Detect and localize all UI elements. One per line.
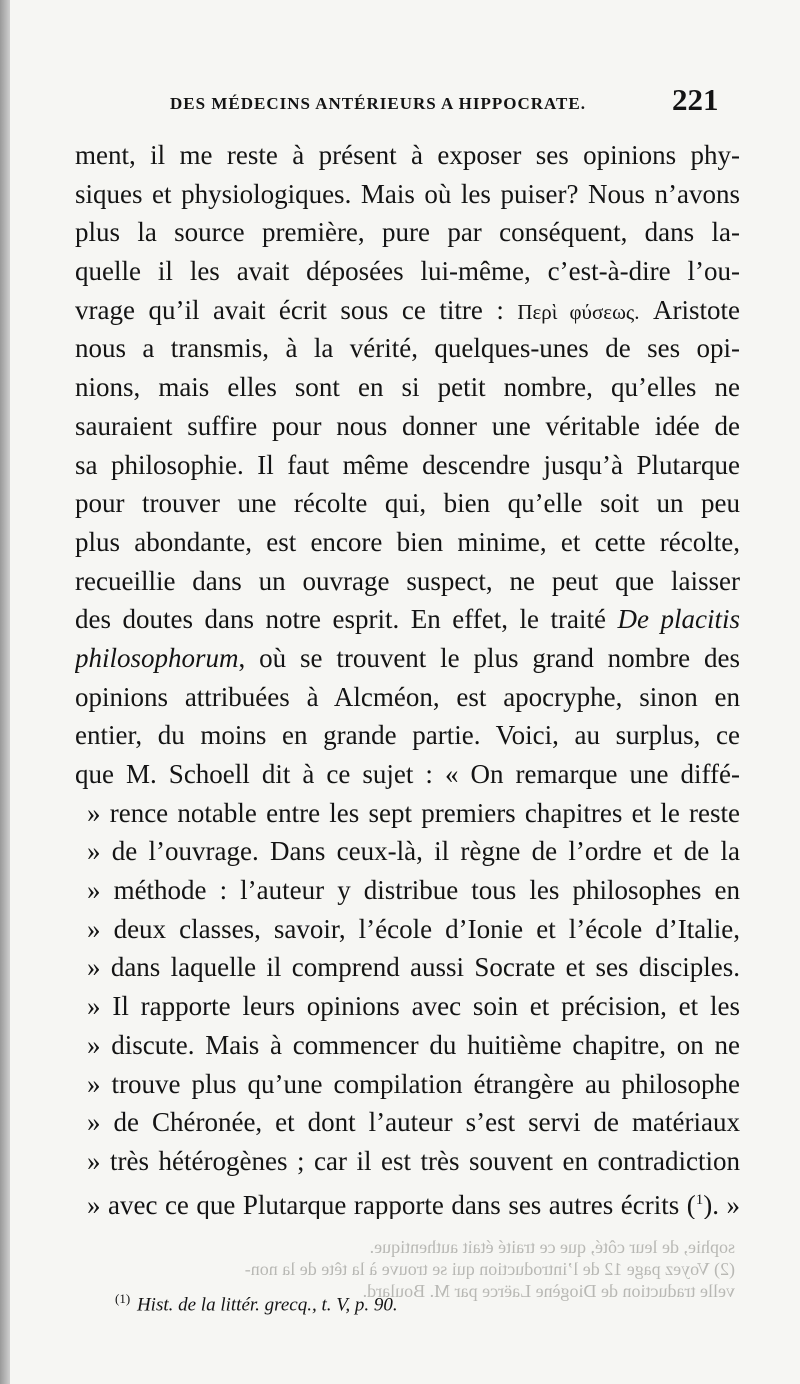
text-line: entier, du moins en grande partie. Voici, au surplus, ce: [75, 720, 740, 751]
footnote-text: Hist. de la littér. grecq., t. V, p. 90.: [136, 1294, 398, 1316]
text-line: que M. Schoell dit à ce sujet : « On remarque une diffé-: [75, 759, 740, 789]
text-line: recueillie dans un ouvrage suspect, ne peut que laisser: [75, 565, 740, 596]
quote-line: » trouve plus qu’une compilation étrangère au philosophe: [87, 1068, 740, 1099]
text-line: nions, mais elles sont en si petit nombre, qu’elles ne: [75, 372, 740, 403]
text-segment: ). »: [703, 1189, 740, 1220]
text-line: plus la source première, pure par conséquent, dans la-: [75, 217, 740, 248]
text-segment: Aristote: [639, 294, 740, 325]
text-line: sa philosophie. Il faut même descendre jusqu’à Plutarque: [75, 449, 740, 480]
quote-line: » très hétérogènes ; car il est très souvent en contradiction: [87, 1145, 740, 1176]
text-line: [75, 600, 740, 639]
quote-line: » rence notable entre les sept premiers chapitres et le reste: [87, 797, 740, 828]
italic-title: De placitis: [617, 604, 740, 635]
footnote-reference[interactable]: 1: [695, 1191, 704, 1208]
text-line: siques et physiologiques. Mais où les puiser? Nous n’avons: [75, 178, 740, 209]
quote-line: » dans laquelle il comprend aussi Socrate et ses disciples.: [87, 952, 740, 983]
text-segment: , où se trouvent le plus grand nombre des: [238, 642, 740, 673]
text-line: [75, 291, 740, 330]
footnote-marker: (1): [115, 1291, 131, 1306]
italic-title: philosophorum: [75, 642, 239, 673]
footnote: [115, 1291, 398, 1316]
text-segment: des doutes dans notre esprit. En effet, le traité: [75, 604, 618, 635]
page-header: [0, 80, 800, 132]
text-line: opinions attribuées à Alcméon, est apocryphe, sinon en: [75, 681, 740, 712]
quote-line: » de l’ouvrage. Dans ceux-là, il règne de l’ordre et de la: [87, 836, 740, 867]
text-line: pour trouver une récolte qui, bien qu’elle soit un peu: [75, 488, 740, 519]
page-number: 221: [672, 82, 719, 117]
text-line: sauraient suffire pour nous donner une véritable idée de: [75, 410, 740, 441]
show-through-text: sophie, de leur côté, que ce traité était authentique. (2) Voyez page 12 de l’introduction qui se trouve à la tête de la non- velle traduction de Diogène Laërce par M. Boulard.: [244, 1237, 735, 1301]
text-line: plus abondante, est encore bien minime, et cette récolte,: [75, 526, 740, 557]
quote-line: » deux classes, savoir, l’école d’Ionie et l’école d’Italie,: [87, 913, 740, 944]
text-segment: vrage qu’il avait écrit sous ce titre :: [75, 294, 518, 325]
text-line: nous a transmis, à la vérité, quelques-unes de ses opi-: [75, 333, 740, 364]
quote-line: » méthode : l’auteur y distribue tous les philosophes en: [87, 875, 740, 906]
quote-line: » de Chéronée, et dont l’auteur s’est servi de matériaux: [87, 1107, 740, 1138]
page-edge-shadow: [0, 0, 10, 1384]
text-segment: » avec ce que Plutarque rapporte dans ses autres écrits (: [87, 1189, 696, 1220]
text-line: ment, il me reste à présent à exposer ses opinions phy-: [75, 140, 740, 170]
running-title: DES MÉDECINS ANTÉRIEURS A HIPPOCRATE.: [170, 94, 586, 113]
greek-title: Περὶ φύσεως.: [517, 299, 640, 324]
main-text: [75, 136, 740, 1219]
text-line: quelle il les avait déposées lui-même, c’est-à-dire l’ou-: [75, 256, 740, 287]
quote-line: » discute. Mais à commencer du huitième chapitre, on ne: [87, 1029, 740, 1060]
text-line: [75, 639, 740, 678]
quote-line: [75, 1181, 740, 1220]
quote-line: » Il rapporte leurs opinions avec soin et précision, et les: [87, 991, 740, 1022]
